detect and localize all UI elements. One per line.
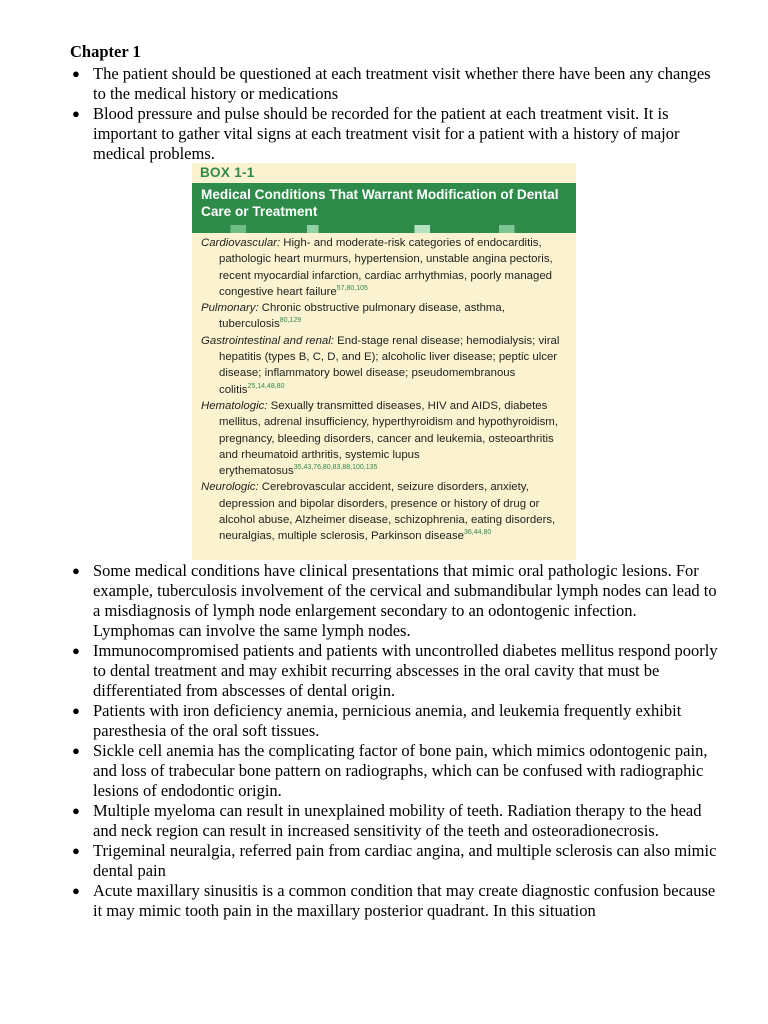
bullet-icon: ● [72,743,80,758]
bullet-item: ● The patient should be questioned at each treatment visit whether there have been any changes to the medical history or medications [72,64,711,103]
top-bullet-list [70,64,720,164]
box-1-1-figure [192,163,576,560]
bullet-icon: ● [72,643,80,658]
box-entry-neurologic: Neurologic: Cerebrovascular accident, seizure disorders, anxiety, depression and bipolar disorders, presence or history of drug or alcohol abuse, Alzheimer disease, schizophrenia, eating disorders, neuralgias, multiple sclerosis, Parkinson disease$^{36,44,80}$ [201,481,556,543]
bullet-icon: ● [72,106,80,121]
bottom-bullet-list [70,561,720,921]
bullet-item: ● Trigeminal neuralgia, referred pain from cardiac angina, and multiple sclerosis can also mimic dental pain [72,841,717,880]
bullet-item: ● Multiple myeloma can result in unexplained mobility of teeth. Radiation therapy to the head and neck region can result in increased sensitivity of the teeth and osteoradionecrosis. [72,801,702,840]
bullet-item: ● Acute maxillary sinusitis is a common condition that may create diagnostic confusion because it may mimic tooth pain in the maxillary posterior quadrant. In this situation [72,881,716,920]
box-header [192,183,576,225]
bullet-icon: ● [72,563,80,578]
box-title: Medical Conditions That Warrant Modification of Dental Care or Treatment [201,187,559,219]
bullet-icon: ● [72,803,80,818]
bullet-icon: ● [72,883,80,898]
bullet-item: ● Some medical conditions have clinical presentations that mimic oral pathologic lesions. For example, tuberculosis involvement of the cervical and submandibular lymph nodes can lead to a misdiagnosis of lymph node enlargement secondary to an odontogenic infection. Lymphomas can involve the same lymph nodes. [72,561,717,640]
box-stripe-decoration [192,225,576,233]
bullet-icon: ● [72,703,80,718]
bullet-item: ● Immunocompromised patients and patients with uncontrolled diabetes mellitus respond poorly to dental treatment and may exhibit recurring abscesses in the oral cavity that must be differentiated from abscesses of dental origin. [72,641,718,700]
box-label: BOX 1-1 [200,165,255,180]
box-entry-hematologic: Hematologic: Sexually transmitted diseases, HIV and AIDS, diabetes mellitus, adrenal insufficiency, hyperthyroidism and hypothyroidism, pregnancy, bleeding disorders, cancer and leukemia, osteoarthritis and rheumatoid arthritis, systemic lupus erythematosus$^{35,43,76,80,83,88,100,135}$ [201,399,558,478]
box-entry-pulmonary: Pulmonary: Chronic obstructive pulmonary disease, asthma, tuberculosis$^{80,129}$ [201,302,505,331]
bullet-item: ● Blood pressure and pulse should be recorded for the patient at each treatment visit. It is important to gather vital signs at each treatment visit for a patient with a history of major medical problems. [72,104,680,163]
bullet-icon: ● [72,843,80,858]
box-entry-cardiovascular: Cardiovascular: High- and moderate-risk categories of endocarditis, pathologic heart murmurs, hypertension, unstable angina pectoris, recent myocardial infarction, cardiac arrhythmias, poorly managed congestive heart failure$^{57,80,105}$ [201,237,553,298]
box-body [201,235,571,545]
box-entry-gastrointestinal: Gastrointestinal and renal: End-stage renal disease; hemodialysis; viral hepatitis (types B, C, D, and E); alcoholic liver disease; peptic ulcer disease; inflammatory bowel disease; pseudomembranous colitis$^{25,14,48,80}$ [201,334,560,396]
bullet-item: ● Patients with iron deficiency anemia, pernicious anemia, and leukemia frequently exhibit paresthesia of the oral soft tissues. [72,701,682,740]
bullet-item: ● Sickle cell anemia has the complicating factor of bone pain, which mimics odontogenic pain, and loss of trabecular bone pattern on radiographs, which can be confused with radiographic lesions of endodontic origin. [72,741,708,800]
bullet-icon: ● [72,66,80,81]
chapter-heading: Chapter 1 [70,42,141,61]
